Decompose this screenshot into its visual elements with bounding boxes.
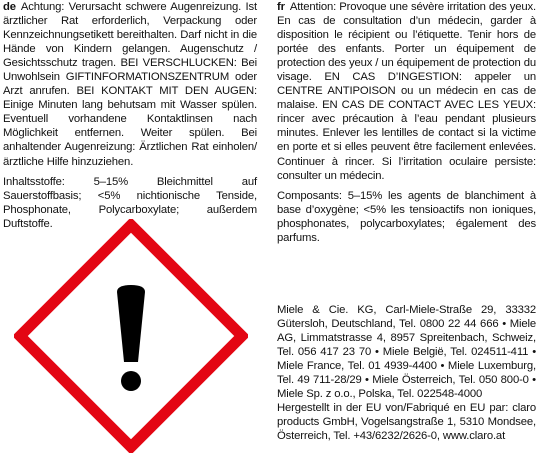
german-section xyxy=(3,0,257,231)
french-warning xyxy=(277,0,536,183)
german-lang-code: de xyxy=(3,1,16,13)
french-lang-code: fr xyxy=(277,1,285,13)
ghs-exclamation-mark-icon xyxy=(14,219,248,453)
producer-info: Hergestellt in der EU von/Fabriqué en EU par: claro products GmbH, Vogelsangstraße 1, 5310 Mondsee, Österreich, Tel. +43/6232/2626-0, www.claro.at xyxy=(277,402,536,443)
french-section xyxy=(277,0,536,245)
contact-section xyxy=(277,303,536,443)
manufacturer-contacts: Miele & Cie. KG, Carl-Miele-Straße 29, 33332 Gütersloh, Deutschland, Tel. 0800 22 44 666 • Miele AG, Limmatstrasse 4, 8957 Spreitenbach, Schweiz, Tel. 056 417 23 70 • Miele België, Tel. 024511-411 • Miele France, Tel. 01 4939-4400 • Miele Luxemburg, Tel. 49 711-28/29 • Miele Österreich, Tel. 050 800-0 • Miele Sp. z o.o., Polska, Tel. 022548-4000 xyxy=(277,304,536,401)
german-warning-text: Achtung: Verursacht schwere Augenreizung. Ist ärztlicher Rat erforderlich, Verpackung oder Kennzeichnungsetikett bereithalten. Darf nicht in die Hände von Kindern gelangen. Augenschutz / Gesichtsschutz tragen. BEI VERSCHLUCKEN: Bei Unwohlsein GIFTINFORMATIONSZENTRUM oder Arzt anrufen. BEI KONTAKT MIT DEN AUGEN: Einige Minuten lang behutsam mit Wasser spülen. Eventuell vorhandene Kontaktlinsen nach Möglichkeit entfernen. Weiter spülen. Bei anhaltender Augenreizung: Ärztlichen Rat einholen/ärztliche Hilfe hinzuziehen. xyxy=(3,1,257,168)
french-warning-text: Attention: Provoque une sévère irritation des yeux. En cas de consultation d’un médecin, garder à disposition le récipient ou l’étiquette. Tenir hors de portée des enfants. Porter un équipement de protection des yeux / un équipement de protection du visage. EN CAS D’INGESTION: appeler un CENTRE ANTIPOISON ou un médecin en cas de malaise. EN CAS DE CONTACT AVEC LES YEUX: rincer avec précaution à l’eau pendant plusieurs minutes. Enlever les lentilles de contact si la victime en porte et si elles peuvent être facilement enlevées. Continuer à rincer. Si l’irritation oculaire persiste: consulter un médecin. xyxy=(277,1,536,182)
german-warning xyxy=(3,0,257,169)
german-ingredients: Inhaltsstoffe: 5–15% Bleichmittel auf Sauerstoffbasis; <5% nichtionische Tenside, Phosphonate, Polycarboxylate; außerdem Duftstoffe. xyxy=(3,175,257,230)
french-ingredients: Composants: 5–15% les agents de blanchiment à base d’oxygène; <5% les tensioactifs non ioniques, phosphonates, polycarboxylates; également des parfums. xyxy=(277,189,536,244)
exclamation-dot xyxy=(121,371,141,391)
